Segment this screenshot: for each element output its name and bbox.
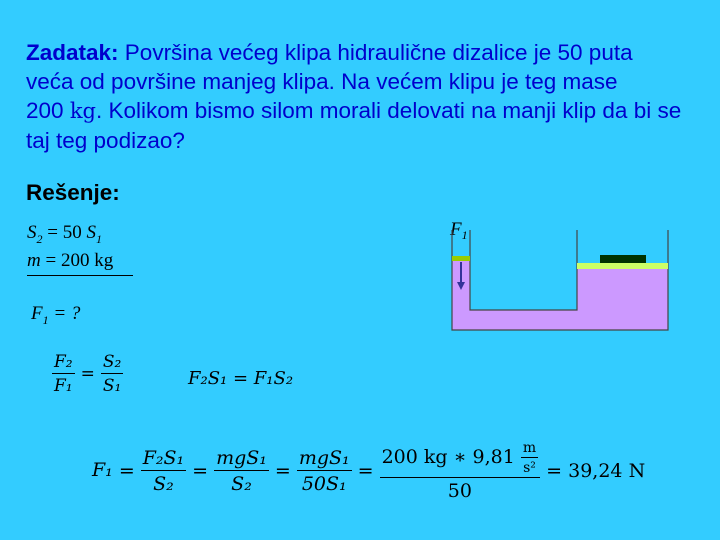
task-label: Zadatak: <box>26 40 119 65</box>
given-separator <box>27 275 133 276</box>
weight <box>600 255 646 263</box>
final-calculation: F₁ = $\frac{\text{F₂S₁}}{\text{S₂}}$ = $\frac{\text{mgS₁}}{\text{S₂}}$ = $\frac{\text{mgS₁}}{\text{50S₁}}$ = 200 kg ∗ 9,81 $\frac{m}{\text{s²}}$ 50 = 39,24 N <box>92 440 646 502</box>
task-line-1 <box>26 38 720 67</box>
hydraulic-lift-diagram <box>440 210 720 340</box>
given-area-relation: $S_2 = 50$ $S_1$ <box>27 222 102 246</box>
force-label: $F_1$ <box>450 219 468 242</box>
task-statement <box>26 38 720 155</box>
cross-equation: F₂S₁ = F₁S₂ <box>188 368 294 389</box>
task-line-4: taj teg podizao? <box>26 128 185 153</box>
given-mass: m = 200 kg <box>27 250 114 271</box>
solution-heading: Rešenje: <box>26 180 120 205</box>
mass-unit: kg <box>69 99 96 123</box>
mass-value: 200 <box>26 98 64 123</box>
task-text-3: . Kolikom bismo silom morali delovati na manji klip da bi se <box>95 98 682 123</box>
task-line-2: veća od površine manjeg klipa. Na većem klipu je teg mase <box>26 69 618 94</box>
small-piston <box>452 256 470 261</box>
hydraulic-fluid <box>452 260 668 330</box>
ratio-equation: $\frac{\text{F₂}}{\text{F₁}}$ = $\frac{\text{S₂}}{\text{S₁}}$ <box>54 352 122 396</box>
unknown-force: $F_1$ = ? <box>31 303 81 327</box>
task-line-3 <box>26 96 720 126</box>
large-piston <box>577 263 668 269</box>
task-text-1: Površina većeg klipa hidraulične dizalice je 50 puta <box>124 40 633 65</box>
